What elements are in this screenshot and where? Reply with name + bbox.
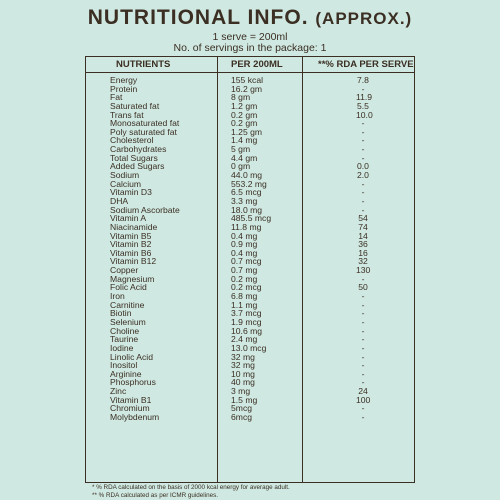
per-serve-value: 1.4 mg bbox=[231, 135, 258, 146]
header-rda: **% RDA PER SERVE bbox=[318, 59, 414, 70]
per-serve-value: 6mcg bbox=[231, 411, 253, 422]
per-serve-value: 5 gm bbox=[231, 144, 251, 155]
per-serve-value: 32 mg bbox=[231, 351, 255, 362]
per-serve-value: 0.7 mg bbox=[231, 265, 258, 276]
nutrient-name: Protein bbox=[110, 83, 138, 94]
nutrient-name: Carbohydrates bbox=[110, 144, 167, 155]
servings-count: No. of servings in the package: 1 bbox=[173, 42, 327, 54]
title-text: NUTRITIONAL INFO. bbox=[87, 6, 309, 29]
per-serve-value: 6.5 mcg bbox=[231, 187, 262, 198]
nutrient-name: Copper bbox=[110, 265, 139, 276]
rda-value: - bbox=[361, 195, 365, 206]
per-serve-value: 0.2 gm bbox=[231, 109, 258, 120]
rda-value: - bbox=[361, 342, 365, 353]
per-serve-value: 0 gm bbox=[231, 161, 251, 172]
per-serve-value: 10.6 mg bbox=[231, 325, 263, 336]
rda-value: - bbox=[361, 308, 365, 319]
per-serve-value: 0.4 mg bbox=[231, 247, 258, 258]
table-body bbox=[86, 76, 414, 422]
nutrient-name: Molybdenum bbox=[110, 411, 160, 422]
per-serve-value: 3 mg bbox=[231, 386, 251, 397]
per-serve-value: 485.5 mcg bbox=[231, 213, 272, 224]
per-serve-value: 3.3 mg bbox=[231, 195, 258, 206]
per-serve-value: 553.2 mg bbox=[231, 178, 267, 189]
rda-value: 54 bbox=[358, 213, 368, 224]
nutrient-name: Vitamin B2 bbox=[110, 239, 152, 250]
rda-value: 36 bbox=[358, 239, 368, 250]
header-nutrients: NUTRIENTS bbox=[116, 59, 171, 70]
footnote: ** % RDA calculated as per ICMR guidelines. bbox=[92, 492, 218, 499]
nutrient-name: Iodine bbox=[110, 342, 134, 353]
rda-value: 16 bbox=[358, 247, 368, 258]
table-row bbox=[86, 413, 414, 422]
rda-value: - bbox=[361, 135, 365, 146]
rda-value: - bbox=[361, 334, 365, 345]
nutrient-name: Cholesterol bbox=[110, 135, 154, 146]
nutrient-name: Saturated fat bbox=[110, 100, 160, 111]
nutrient-name: Arginine bbox=[110, 368, 142, 379]
nutrient-name: Carnitine bbox=[110, 299, 145, 310]
per-serve-value: 16.2 gm bbox=[231, 83, 263, 94]
rda-value: 11.9 bbox=[356, 92, 373, 103]
rda-value: - bbox=[361, 411, 365, 422]
nutrient-name: DHA bbox=[110, 195, 129, 206]
per-serve-value: 3.7 mcg bbox=[231, 308, 262, 319]
rda-value: 2.0 bbox=[357, 170, 369, 181]
per-serve-value: 155 kcal bbox=[231, 75, 264, 85]
footnote: * % RDA calculated on the basis of 2000 kcal energy for average adult. bbox=[92, 484, 290, 491]
per-serve-value: 1.2 gm bbox=[231, 100, 258, 111]
rda-value: - bbox=[361, 273, 365, 284]
nutrient-name: Vitamin B6 bbox=[110, 247, 152, 258]
nutrient-name: Added Sugars bbox=[110, 161, 165, 172]
per-serve-value: 0.9 mg bbox=[231, 239, 258, 250]
rda-value: - bbox=[361, 403, 365, 414]
rda-value: 74 bbox=[358, 221, 368, 232]
nutrient-name: Total Sugars bbox=[110, 152, 158, 163]
per-serve-value: 2.4 mg bbox=[231, 334, 258, 345]
nutrient-name: Calcium bbox=[110, 178, 142, 189]
nutrient-name: Monosaturated fat bbox=[110, 118, 180, 129]
nutrient-name: Inositol bbox=[110, 360, 138, 371]
nutrition-table bbox=[85, 56, 415, 483]
rda-value: - bbox=[361, 360, 365, 371]
nutrient-name: Trans fat bbox=[110, 109, 144, 120]
rda-value: - bbox=[361, 144, 365, 155]
per-serve-value: 0.2 mg bbox=[231, 273, 258, 284]
nutrient-name: Vitamin A bbox=[110, 213, 147, 224]
rda-value: 14 bbox=[358, 230, 368, 241]
rda-value: 7.8 bbox=[357, 75, 369, 85]
rda-value: - bbox=[361, 152, 365, 163]
per-serve-value: 1.5 mg bbox=[231, 394, 258, 405]
per-serve-value: 40 mg bbox=[231, 377, 255, 388]
nutrient-name: Selenium bbox=[110, 316, 146, 327]
per-serve-value: 44.0 mg bbox=[231, 170, 263, 181]
nutrient-name: Vitamin B12 bbox=[110, 256, 157, 267]
nutrient-name: Linolic Acid bbox=[110, 351, 153, 362]
rda-value: - bbox=[361, 377, 365, 388]
rda-value: - bbox=[361, 316, 365, 327]
per-serve-value: 1.25 gm bbox=[231, 126, 263, 137]
per-serve-value: 1.1 mg bbox=[231, 299, 258, 310]
per-serve-value: 32 mg bbox=[231, 360, 255, 371]
nutrient-name: Sodium bbox=[110, 170, 140, 181]
rda-value: 32 bbox=[358, 256, 368, 267]
per-serve-value: 4.4 gm bbox=[231, 152, 258, 163]
rda-value: - bbox=[361, 178, 365, 189]
rda-value: - bbox=[361, 351, 365, 362]
nutrient-name: Vitamin B5 bbox=[110, 230, 152, 241]
nutrient-name: Taurine bbox=[110, 334, 139, 345]
rda-value: - bbox=[361, 204, 365, 215]
rda-value: 130 bbox=[356, 265, 371, 276]
per-serve-value: 11.8 mg bbox=[231, 221, 262, 232]
per-serve-value: 6.8 mg bbox=[231, 291, 258, 302]
table-header bbox=[86, 57, 414, 73]
per-serve-value: 10 mg bbox=[231, 368, 255, 379]
per-serve-value: 18.0 mg bbox=[231, 204, 263, 215]
per-serve-value: 13.0 mcg bbox=[231, 342, 267, 353]
per-serve-value: 0.4 mg bbox=[231, 230, 258, 241]
nutrient-name: Vitamin D3 bbox=[110, 187, 152, 198]
rda-value: - bbox=[361, 368, 365, 379]
nutrient-name: Sodium Ascorbate bbox=[110, 204, 180, 215]
rda-value: 24 bbox=[358, 386, 368, 397]
rda-value: - bbox=[361, 83, 365, 94]
nutrient-name: Niacinamide bbox=[110, 221, 158, 232]
rda-value: 100 bbox=[356, 394, 371, 405]
rda-value: - bbox=[361, 126, 365, 137]
nutrient-name: Biotin bbox=[110, 308, 132, 319]
nutrient-name: Zinc bbox=[110, 386, 127, 397]
page-title bbox=[0, 6, 500, 31]
nutrient-name: Folic Acid bbox=[110, 282, 147, 293]
nutrient-name: Fat bbox=[110, 92, 123, 103]
nutrient-name: Energy bbox=[110, 75, 138, 85]
rda-value: - bbox=[361, 187, 365, 198]
per-serve-value: 0.2 mcg bbox=[231, 282, 262, 293]
per-serve-value: 5mcg bbox=[231, 403, 253, 414]
rda-value: 10.0 bbox=[356, 109, 373, 120]
serve-size: 1 serve = 200ml bbox=[212, 31, 288, 43]
nutrient-name: Poly saturated fat bbox=[110, 126, 177, 137]
rda-value: - bbox=[361, 325, 365, 336]
nutrient-name: Chromium bbox=[110, 403, 150, 414]
rda-value: - bbox=[361, 299, 365, 310]
nutrient-name: Choline bbox=[110, 325, 140, 336]
nutrient-name: Vitamin B1 bbox=[110, 394, 152, 405]
per-serve-value: 1.9 mcg bbox=[231, 316, 262, 327]
nutrient-name: Magnesium bbox=[110, 273, 155, 284]
title-subtitle: (APPROX.) bbox=[315, 9, 413, 28]
nutrient-name: Iron bbox=[110, 291, 125, 302]
nutrient-name: Phosphorus bbox=[110, 377, 156, 388]
per-serve-value: 0.7 mcg bbox=[231, 256, 262, 267]
header-per-200ml: PER 200ML bbox=[231, 59, 283, 70]
per-serve-value: 0.2 gm bbox=[231, 118, 258, 129]
per-serve-value: 8 gm bbox=[231, 92, 251, 103]
rda-value: 5.5 bbox=[357, 100, 369, 111]
rda-value: - bbox=[361, 291, 365, 302]
rda-value: 50 bbox=[358, 282, 368, 293]
rda-value: 0.0 bbox=[357, 161, 369, 172]
rda-value: - bbox=[361, 118, 365, 129]
